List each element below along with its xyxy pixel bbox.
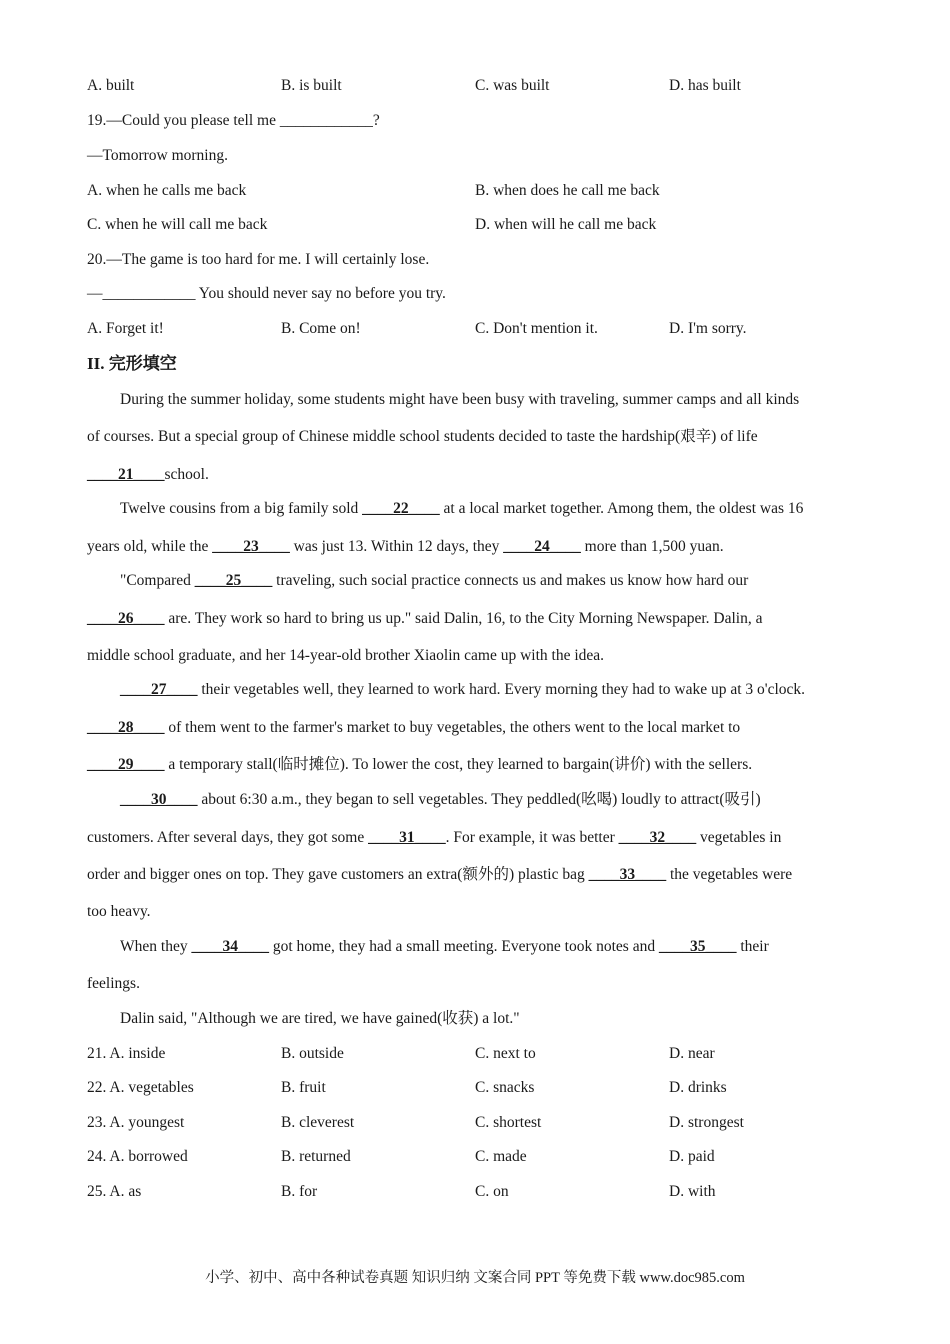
passage-line: ____30____ about 6:30 a.m., they began to sell vegetables. They peddled(吆喝) loudly to attract(吸引) [120, 791, 761, 808]
passage-line: feelings. [87, 975, 140, 992]
q19-answer: —Tomorrow morning. [87, 147, 228, 164]
passage-line: too heavy. [87, 903, 151, 920]
q21-option-c: C. next to [475, 1045, 536, 1062]
passage-line: During the summer holiday, some students might have been busy with traveling, summer camps and all kinds [120, 391, 800, 408]
q24-option-a: 24. A. borrowed [87, 1148, 188, 1165]
blank-24: ____24____ [503, 538, 581, 555]
passage-line: ____26____ are. They work so hard to bring us up." said Dalin, 16, to the City Morning Newspaper. Dalin, a [87, 610, 763, 627]
q20-option-d: D. I'm sorry. [669, 320, 747, 337]
passage-line: ____21____school. [87, 466, 209, 483]
blank-28: ____28____ [87, 719, 165, 736]
q20-answer: —____________ You should never say no before you try. [87, 285, 446, 302]
q19-option-a: A. when he calls me back [87, 182, 247, 199]
q20-stem: 20.—The game is too hard for me. I will certainly lose. [87, 251, 430, 268]
passage-line: When they ____34____ got home, they had a small meeting. Everyone took notes and ____35____ their [120, 938, 769, 955]
q18-option-d: D. has built [669, 77, 741, 94]
blank-30: ____30____ [120, 791, 198, 808]
blank-26: ____26____ [87, 610, 165, 627]
blank-31: ____31____ [368, 829, 446, 846]
q25-option-c: C. on [475, 1183, 509, 1200]
q24-option-b: B. returned [281, 1148, 351, 1165]
q25-option-a: 25. A. as [87, 1183, 142, 1200]
passage-line: order and bigger ones on top. They gave customers an extra(额外的) plastic bag ____33____ the vegetables were [87, 866, 793, 883]
q21-option-d: D. near [669, 1045, 715, 1062]
q22-option-b: B. fruit [281, 1079, 326, 1096]
passage-line: "Compared ____25____ traveling, such social practice connects us and makes us know how hard our [120, 572, 749, 589]
q23-option-d: D. strongest [669, 1114, 744, 1131]
q21-option-b: B. outside [281, 1045, 344, 1062]
q24-option-d: D. paid [669, 1148, 715, 1165]
blank-27: ____27____ [120, 681, 198, 698]
q19-stem: 19.—Could you please tell me ____________? [87, 112, 380, 129]
section-title: II. 完形填空 [87, 354, 177, 373]
passage-line: customers. After several days, they got some ____31____. For example, it was better ____32____ vegetables in [87, 829, 782, 846]
blank-34: ____34____ [191, 938, 269, 955]
q19-option-b: B. when does he call me back [475, 182, 660, 199]
page-footer: 小学、初中、高中各种试卷真题 知识归纳 文案合同 PPT 等免费下载 www.doc985.com [205, 1270, 745, 1286]
q25-option-d: D. with [669, 1183, 716, 1200]
passage-line: ____28____ of them went to the farmer's market to buy vegetables, the others went to the local market to [87, 719, 741, 736]
blank-22: ____22____ [362, 500, 440, 517]
blank-32: ____32____ [618, 829, 697, 846]
blank-35: ____35____ [658, 938, 737, 955]
passage-line: years old, while the ____23____ was just 13. Within 12 days, they ____24____ more than 1,500 yuan. [87, 538, 724, 555]
q23-option-b: B. cleverest [281, 1114, 355, 1131]
q23-option-c: C. shortest [475, 1114, 542, 1131]
q25-option-b: B. for [281, 1183, 318, 1200]
passage-line: ____29____ a temporary stall(临时摊位). To lower the cost, they learned to bargain(讲价) with the sellers. [87, 756, 753, 773]
q22-option-a: 22. A. vegetables [87, 1079, 194, 1096]
q22-option-d: D. drinks [669, 1079, 727, 1096]
q20-option-b: B. Come on! [281, 320, 361, 337]
q20-option-c: C. Don't mention it. [475, 320, 598, 337]
q22-option-c: C. snacks [475, 1079, 535, 1096]
blank-33: ____33____ [588, 866, 667, 883]
blank-23: ____23____ [212, 538, 290, 555]
q18-option-a: A. built [87, 77, 135, 94]
q24-option-c: C. made [475, 1148, 527, 1165]
q21-option-a: 21. A. inside [87, 1045, 166, 1062]
blank-25: ____25____ [194, 572, 273, 589]
q18-option-b: B. is built [281, 77, 342, 94]
q19-option-c: C. when he will call me back [87, 216, 268, 233]
blank-21: ____21____ [87, 466, 165, 483]
q18-option-c: C. was built [475, 77, 550, 94]
q23-option-a: 23. A. youngest [87, 1114, 185, 1131]
passage-line: of courses. But a special group of Chinese middle school students decided to taste the hardship(艰辛) of life [87, 428, 758, 445]
passage-line: Twelve cousins from a big family sold ____22____ at a local market together. Among them, the oldest was 16 [120, 500, 804, 517]
passage-line: ____27____ their vegetables well, they learned to work hard. Every morning they had to wake up at 3 o'clock. [120, 681, 806, 698]
q19-option-d: D. when will he call me back [475, 216, 657, 233]
q20-option-a: A. Forget it! [87, 320, 164, 337]
passage-line: middle school graduate, and her 14-year-old brother Xiaolin came up with the idea. [87, 647, 605, 664]
passage-line: Dalin said, "Although we are tired, we have gained(收获) a lot." [120, 1010, 520, 1027]
blank-29: ____29____ [87, 756, 165, 773]
